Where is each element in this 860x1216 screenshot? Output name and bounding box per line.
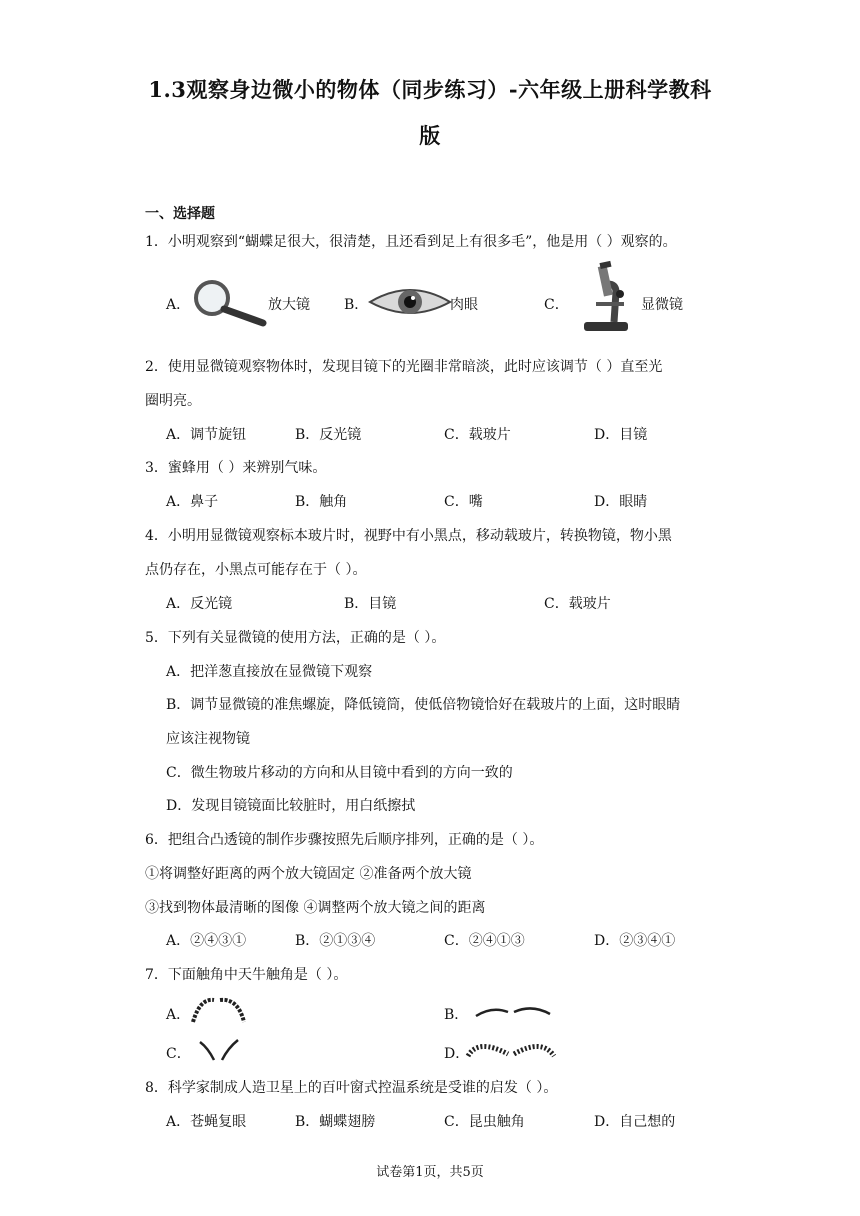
antenna-d-icon xyxy=(466,1036,558,1062)
q5-option-c[interactable]: C．微生物玻片移动的方向和从目镜中看到的方向一致的 xyxy=(166,765,513,781)
antenna-b-icon xyxy=(474,1000,554,1020)
microscope-icon xyxy=(576,262,636,334)
q5-option-b[interactable]: B．调节显微镜的准焦螺旋，降低镜筒，使低倍物镜恰好在载玻片的上面，这时眼睛 xyxy=(166,697,681,713)
q3-option-d[interactable]: D．眼睛 xyxy=(594,494,648,510)
q4-stem: 4．小明用显微镜观察标本玻片时，视野中有小黑点，移动载玻片，转换物镜，物小黑 xyxy=(145,528,672,544)
q8-option-b[interactable]: B．蝴蝶翅膀 xyxy=(295,1114,376,1130)
q4-option-c[interactable]: C．载玻片 xyxy=(544,596,611,612)
q1-label-a: 放大镜 xyxy=(268,297,310,313)
q1-label-b: 肉眼 xyxy=(450,297,478,313)
q6-steps-cont: ③找到物体最清晰的图像 ④调整两个放大镜之间的距离 xyxy=(145,900,486,916)
q2-stem: 2．使用显微镜观察物体时，发现目镜下的光圈非常暗淡，此时应该调节（ ）直至光 xyxy=(145,359,663,375)
q8-option-a[interactable]: A．苍蝇复眼 xyxy=(166,1114,247,1130)
q3-option-c[interactable]: C．嘴 xyxy=(444,494,483,510)
section-heading: 一、选择题 xyxy=(145,206,215,222)
q4-stem-cont: 点仍存在，小黑点可能存在于（ ）。 xyxy=(145,562,367,578)
q6-option-a[interactable]: A．②④③① xyxy=(166,933,247,949)
page-footer: 试卷第1页，共5页 xyxy=(376,1165,484,1180)
q1-option-a[interactable]: A． xyxy=(166,297,191,313)
q2-option-d[interactable]: D．目镜 xyxy=(594,427,648,443)
q6-option-b[interactable]: B．②①③④ xyxy=(295,933,376,949)
q1-option-b[interactable]: B． xyxy=(344,297,369,313)
q5-option-a[interactable]: A．把洋葱直接放在显微镜下观察 xyxy=(166,664,373,680)
q2-option-b[interactable]: B．反光镜 xyxy=(295,427,362,443)
q6-option-d[interactable]: D．②③④① xyxy=(594,933,676,949)
q1-label-c: 显微镜 xyxy=(641,297,683,313)
antenna-a-icon xyxy=(190,996,250,1026)
q4-option-a[interactable]: A．反光镜 xyxy=(166,596,233,612)
q7-option-b[interactable]: B． xyxy=(444,1007,469,1023)
q7-option-a[interactable]: A． xyxy=(166,1007,191,1023)
q1-stem: 1．小明观察到“蝴蝶足很大，很清楚，且还看到足上有很多毛”，他是用（ ）观察的。 xyxy=(145,234,677,250)
magnifier-icon xyxy=(190,278,270,328)
q8-option-c[interactable]: C．昆虫触角 xyxy=(444,1114,525,1130)
eye-icon xyxy=(368,284,452,320)
q7-option-c[interactable]: C． xyxy=(166,1046,191,1062)
q3-option-a[interactable]: A．鼻子 xyxy=(166,494,219,510)
q7-stem: 7．下面触角中天牛触角是（ ）。 xyxy=(145,967,348,983)
q5-stem: 5．下列有关显微镜的使用方法，正确的是（ ）。 xyxy=(145,630,446,646)
q5-option-b-cont: 应该注视物镜 xyxy=(166,731,250,747)
page-title-cont: 版 xyxy=(419,123,441,148)
q4-option-b[interactable]: B．目镜 xyxy=(344,596,397,612)
q3-option-b[interactable]: B．触角 xyxy=(295,494,348,510)
q7-option-d[interactable]: D． xyxy=(444,1046,470,1062)
q3-stem: 3．蜜蜂用（ ）来辨别气味。 xyxy=(145,460,327,476)
q8-option-d[interactable]: D．自己想的 xyxy=(594,1114,676,1130)
q8-stem: 8．科学家制成人造卫星上的百叶窗式控温系统是受谁的启发（ ）。 xyxy=(145,1080,558,1096)
q1-option-c[interactable]: C． xyxy=(544,297,569,313)
q2-option-a[interactable]: A．调节旋钮 xyxy=(166,427,247,443)
q6-option-c[interactable]: C．②④①③ xyxy=(444,933,525,949)
q6-steps: ①将调整好距离的两个放大镜固定 ②准备两个放大镜 xyxy=(145,866,472,882)
q5-option-d[interactable]: D．发现目镜镜面比较脏时，用白纸擦拭 xyxy=(166,798,416,814)
q2-stem-cont: 圈明亮。 xyxy=(145,393,201,409)
q2-option-c[interactable]: C．载玻片 xyxy=(444,427,511,443)
antenna-c-icon xyxy=(198,1038,242,1062)
page-title: 1.3观察身边微小的物体（同步练习）-六年级上册科学教科 xyxy=(148,77,712,102)
q6-stem: 6．把组合凸透镜的制作步骤按照先后顺序排列，正确的是（ ）。 xyxy=(145,832,544,848)
